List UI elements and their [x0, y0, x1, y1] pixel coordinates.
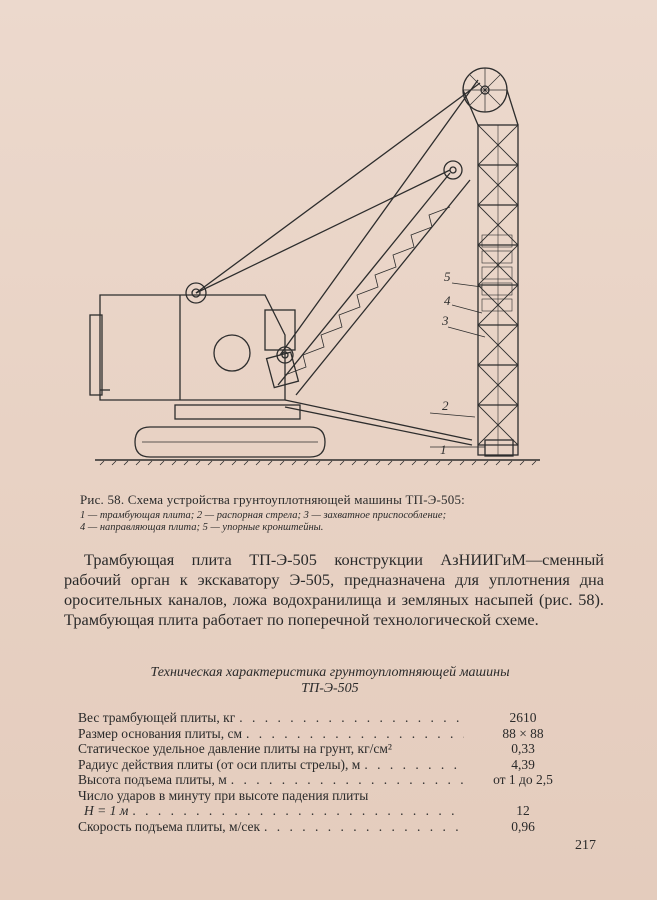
- leader-dots: [231, 772, 464, 788]
- leader-dots: [132, 803, 464, 819]
- callout-4: 4: [444, 293, 451, 308]
- spec-value: 12: [516, 803, 530, 818]
- spec-value: 88 × 88: [502, 725, 544, 741]
- machine-diagram: [80, 55, 580, 475]
- spec-label: Скорость подъема плиты, м/сек: [78, 818, 261, 834]
- spec-label: Вес трамбующей плиты, кг: [78, 710, 236, 725]
- spec-label: Число ударов в минуту при высоте падения плиты: [78, 787, 369, 803]
- spec-row: [78, 788, 578, 819]
- leader-dots: [246, 726, 464, 742]
- spec-row: [78, 757, 578, 773]
- leader-dots: [264, 819, 464, 835]
- figure-caption: [80, 492, 580, 534]
- caption-main: Рис. 58. Схема устройства грунтоуплотняющей машины ТП-Э-505:: [80, 492, 465, 507]
- caption-legend-1: 1 — трамбующая плита; 2 — распорная стрела; 3 — захватное приспособление;: [80, 510, 447, 521]
- spec-row: [78, 819, 578, 835]
- callout-5: 5: [444, 269, 451, 284]
- spec-value: 4,39: [511, 756, 535, 772]
- spec-row: [78, 710, 578, 726]
- caption-legend-2: 4 — направляющая плита; 5 — упорные кронштейны.: [80, 522, 324, 533]
- spec-row: [78, 772, 578, 788]
- spec-title-line1: Техническая характеристика грунтоуплотняющей машины: [150, 665, 510, 680]
- page-number: 217: [575, 838, 596, 853]
- spec-value: 2610: [509, 710, 537, 725]
- callout-1: 1: [440, 442, 447, 457]
- spec-row: [78, 741, 578, 757]
- spec-label: Статическое удельное давление плиты на грунт, кг/см²: [78, 741, 392, 756]
- spec-label: Радиус действия плиты (от оси плиты стрелы), м: [78, 756, 361, 772]
- spec-table: [78, 710, 578, 834]
- spec-label: Размер основания плиты, см: [78, 725, 243, 741]
- spec-value: 0,33: [511, 741, 535, 756]
- body-paragraph: Трамбующая плита ТП-Э-505 конструкции АзНИИГиМ—сменный рабочий орган к экскаватору Э-505, предназначена для уплотнения дна оросительных каналов, ложа водохранилища и земляных насыпей (рис. 58). Трамбующая плита работает по поперечной технологической схеме.: [64, 550, 604, 629]
- callout-2: 2: [442, 398, 449, 413]
- spec-title: [60, 665, 600, 697]
- leader-dots: [364, 757, 464, 773]
- spec-value: 0,96: [511, 818, 535, 834]
- leader-dots: [239, 710, 464, 726]
- callout-3: 3: [442, 313, 449, 328]
- spec-row: [78, 726, 578, 742]
- spec-value: от 1 до 2,5: [493, 772, 553, 787]
- spec-label-cont: H = 1 м: [84, 803, 129, 818]
- spec-title-line2: ТП-Э-505: [301, 681, 359, 696]
- spec-label: Высота подъема плиты, м: [78, 772, 227, 787]
